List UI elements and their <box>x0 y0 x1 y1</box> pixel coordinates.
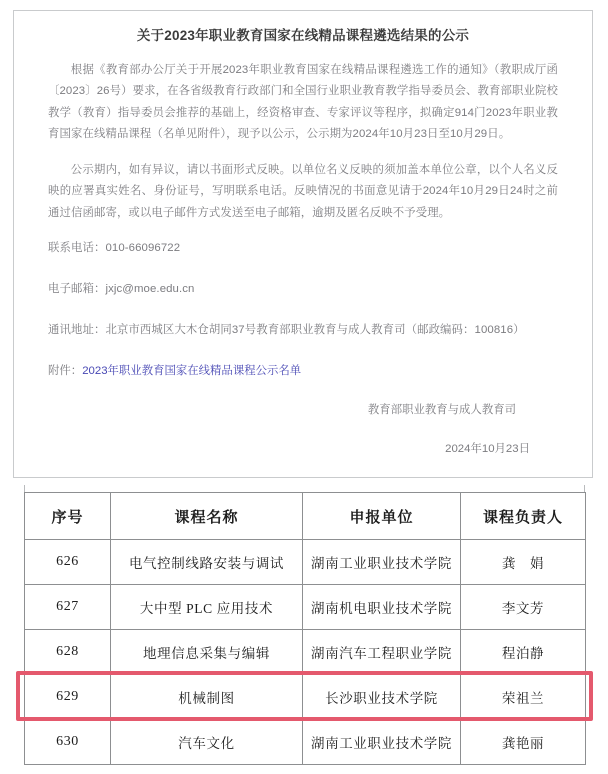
contact-phone-line: 联系电话：010-66096722 <box>48 242 181 255</box>
document-title: 关于2023年职业教育国家在线精品课程遴选结果的公示 <box>136 28 470 43</box>
cell-index: 628 <box>25 630 111 675</box>
cell-index: 627 <box>25 585 111 630</box>
contact-email-line: 电子邮箱：jxjc@moe.edu.cn <box>48 283 195 296</box>
column-header-leader: 课程负责人 <box>461 493 586 540</box>
cell-course: 大中型 PLC 应用技术 <box>111 585 303 630</box>
cell-course: 电气控制线路安装与调试 <box>111 540 303 585</box>
cell-leader: 荣祖兰 <box>461 675 586 720</box>
paragraph-2: 公示期内，如有异议，请以书面形式反映。以单位名义反映的须加盖本单位公章，以个人名义反映的应署真实姓名、身份证号，写明联系电话。反映情况的书面意见请于2024年10月29日24时之前通过信函邮寄，或以电子邮件方式发送至电子邮箱，逾期及匿名反映不予受理。 <box>48 163 558 219</box>
cell-index: 630 <box>25 720 111 765</box>
cell-leader: 龚 娟 <box>461 540 586 585</box>
cell-unit: 湖南工业职业技术学院 <box>303 720 461 765</box>
column-header-unit: 申报单位 <box>303 493 461 540</box>
announcement-document-card <box>13 10 593 478</box>
cell-leader: 程泊静 <box>461 630 586 675</box>
signature-organization: 教育部职业教育与成人教育司 <box>367 404 516 417</box>
cell-unit: 湖南汽车工程职业学院 <box>303 630 461 675</box>
table-row-highlighted[interactable] <box>25 675 586 720</box>
page-margin-tick-right <box>584 485 585 492</box>
attachment-label: 附件： <box>48 365 83 378</box>
cell-index: 626 <box>25 540 111 585</box>
course-table-container <box>24 492 585 765</box>
cell-leader: 李文芳 <box>461 585 586 630</box>
table-header-row <box>25 493 586 540</box>
contact-address-line: 通讯地址：北京市西城区大木仓胡同37号教育部职业教育与成人教育司（邮政编码：100816） <box>48 324 525 337</box>
cell-index: 629 <box>25 675 111 720</box>
table-row[interactable] <box>25 630 586 675</box>
cell-unit: 湖南工业职业技术学院 <box>303 540 461 585</box>
attachment-line <box>48 361 558 382</box>
cell-leader: 龚艳丽 <box>461 720 586 765</box>
cell-unit: 长沙职业技术学院 <box>303 675 461 720</box>
cell-course: 汽车文化 <box>111 720 303 765</box>
page-margin-tick-left <box>24 485 25 492</box>
cell-course: 地理信息采集与编辑 <box>111 630 303 675</box>
course-table <box>24 492 586 765</box>
cell-course: 机械制图 <box>111 675 303 720</box>
signature-date: 2024年10月23日 <box>445 443 530 456</box>
column-header-course: 课程名称 <box>111 493 303 540</box>
table-row[interactable] <box>25 585 586 630</box>
document-body <box>48 60 558 461</box>
paragraph-1: 根据《教育部办公厅关于开展2023年职业教育国家在线精品课程遴选工作的通知》（教职成厅函〔2023〕26号）要求，在各省级教育行政部门和全国行业职业教育教学指导委员会、教育部职业院校教学（教育）指导委员会推荐的基础上，经资格审查、专家评议等程序，拟确定914门2023年职业教育国家在线精品课程（名单见附件），现予以公示，公示期为2024年10月23日至10月29日。 <box>48 63 558 141</box>
table-row[interactable] <box>25 720 586 765</box>
column-header-index: 序号 <box>25 493 111 540</box>
table-row[interactable] <box>25 540 586 585</box>
attachment-link[interactable]: 2023年职业教育国家在线精品课程公示名单 <box>82 365 302 378</box>
cell-unit: 湖南机电职业技术学院 <box>303 585 461 630</box>
